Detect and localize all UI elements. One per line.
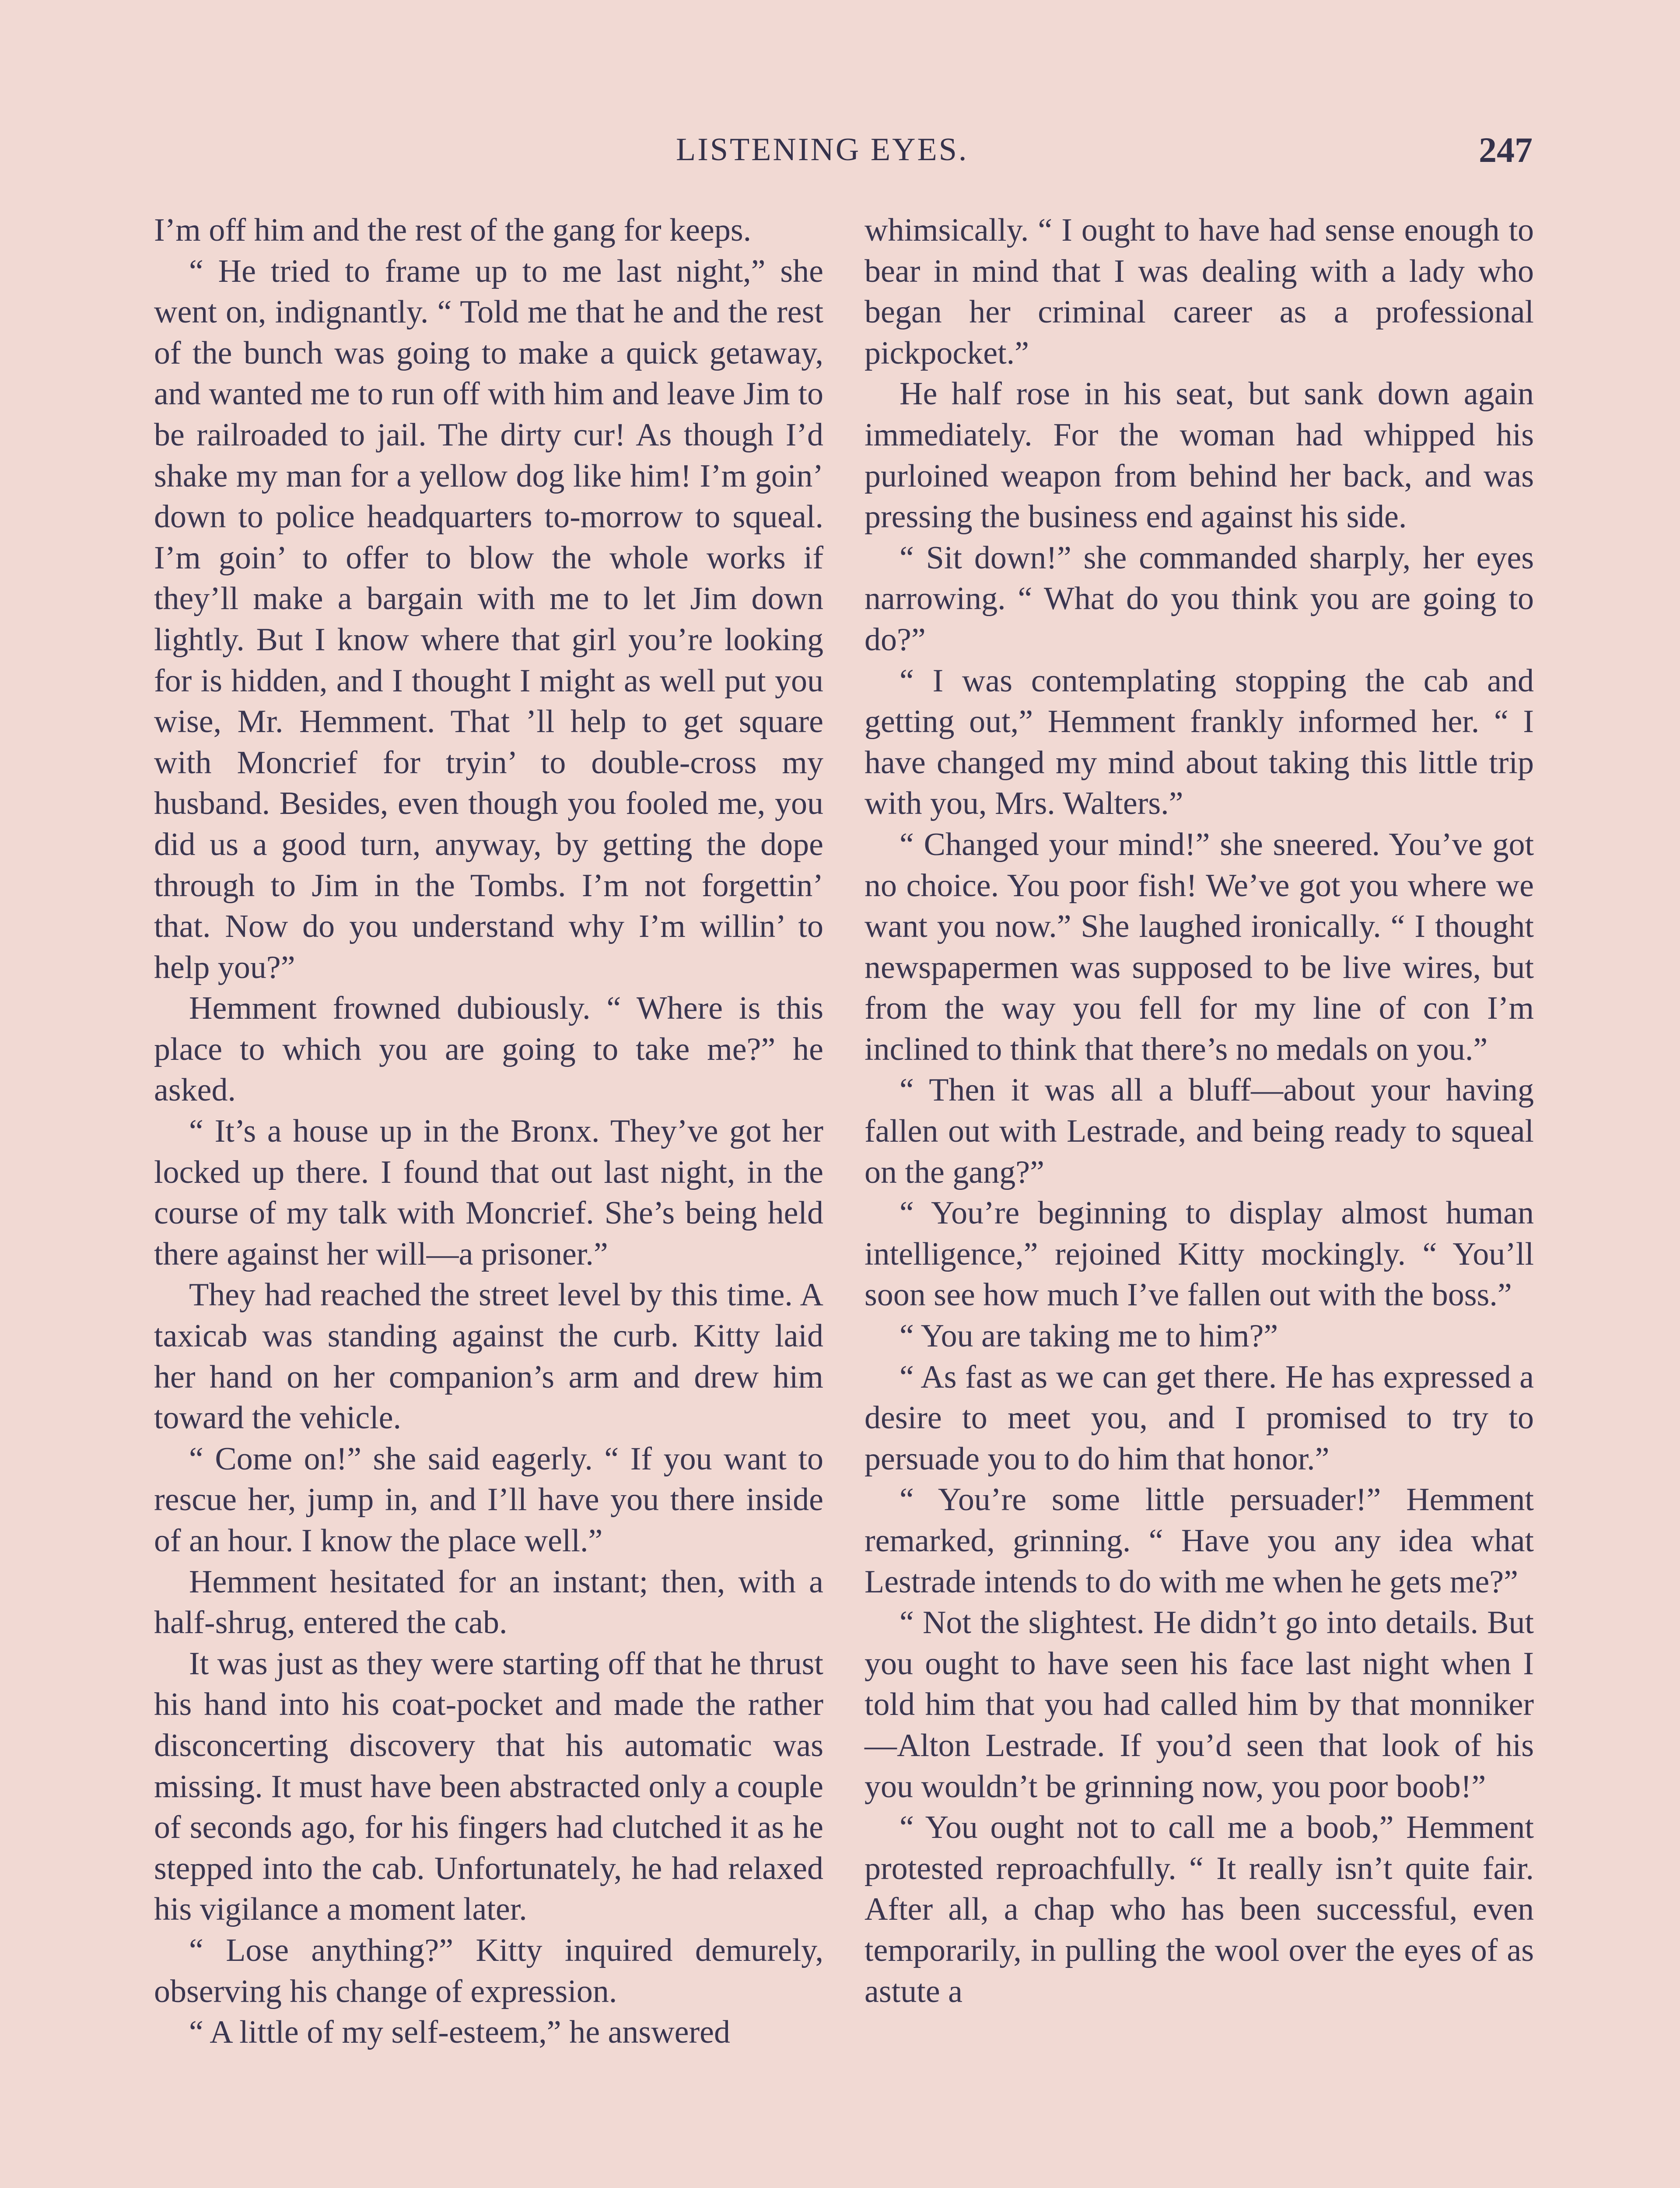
paragraph: I’m off him and the rest of the gang for keeps.	[154, 212, 752, 248]
paragraph: He half rose in his seat, but sank down again immediately. For the woman had whipped his purloined weapon from behind her back, and was pressing the business end against his side.	[864, 376, 1534, 535]
paragraph: “ You are taking me to him?”	[900, 1318, 1278, 1354]
paragraph: “ Sit down!” she commanded sharply, her eyes narrowing. “ What do you think you are going to do?”	[864, 540, 1534, 658]
running-title: LISTENING EYES.	[676, 132, 969, 168]
paragraph: “ Come on!” she said eagerly. “ If you want to rescue her, jump in, and I’ll have you there inside of an hour. I know the place well.”	[154, 1441, 823, 1559]
page-number: 247	[1479, 130, 1533, 170]
paragraph: “ He tried to frame up to me last night,” she went on, indignantly. “ Told me that he and the rest of the bunch was going to make a quick getaway, and wanted me to run off with him and leave Jim to be railroaded to jail. The dirty cur! As though I’d shake my man for a yellow dog like him! I’m goin’ down to police headquarters to-morrow to squeal. I’m goin’ to offer to blow the whole works if they’ll make a bargain with me to let Jim down lightly. But I know where that girl you’re looking for is hidden, and I thought I might as well put you wise, Mr. Hemment. That ’ll help to get square with Moncrief for tryin’ to double-cross my husband. Besides, even though you fooled me, you did us a good turn, anyway, by getting the dope through to Jim in the Tombs. I’m not forgettin’ that. Now do you understand why I’m willin’ to help you?”	[154, 253, 823, 985]
page-header	[0, 131, 1680, 179]
paragraph: It was just as they were starting off that he thrust his hand into his coat-pocket and made the rather disconcerting discovery that his automatic was missing. It must have been abstracted only a couple of seconds ago, for his fingers had clutched it as he stepped into the cab. Unfortunately, he had relaxed his vigilance a moment later.	[154, 1645, 823, 1928]
paragraph: Hemment frowned dubiously. “ Where is this place to which you are going to take me?” he asked.	[154, 990, 823, 1108]
paragraph: “ Not the slightest. He didn’t go into details. But you ought to have seen his face last night when I told him that you had called him by that monniker—Alton Lestrade. If you’d seen that look of his you wouldn’t be grinning now, you poor boob!”	[864, 1605, 1534, 1805]
left-column	[154, 210, 823, 2053]
paragraph: whimsically. “ I ought to have had sense enough to bear in mind that I was dealing with a lady who began her criminal career as a professional pickpocket.”	[864, 212, 1534, 371]
paragraph: “ It’s a house up in the Bronx. They’ve got her locked up there. I found that out last night, in the course of my talk with Moncrief. She’s being held there against her will—a prisoner.”	[154, 1113, 823, 1272]
paragraph: “ Changed your mind!” she sneered. You’ve got no choice. You poor fish! We’ve got you where we want you now.” She laughed ironically. “ I thought newspapermen was supposed to be live wires, but from the way you fell for my line of con I’m inclined to think that there’s no medals on you.”	[864, 826, 1534, 1067]
paragraph: “ Lose anything?” Kitty inquired demurely, observing his change of expression.	[154, 1932, 823, 2009]
paragraph: “ You’re some little persuader!” Hemment remarked, grinning. “ Have you any idea what Lestrade intends to do with me when he gets me?”	[864, 1482, 1534, 1600]
paragraph: “ A little of my self-esteem,” he answered	[189, 2014, 731, 2051]
paragraph: “ I was contemplating stopping the cab and getting out,” Hemment frankly informed her. “ I have changed my mind about taking this little trip with you, Mrs. Walters.”	[864, 663, 1534, 822]
paragraph: “ You’re beginning to display almost human intelligence,” rejoined Kitty mockingly. “ You’ll soon see how much I’ve fallen out with the boss.”	[864, 1195, 1534, 1313]
paragraph: Hemment hesitated for an instant; then, with a half-shrug, entered the cab.	[154, 1564, 823, 1641]
paragraph: “ As fast as we can get there. He has expressed a desire to meet you, and I promised to try to persuade you to do him that honor.”	[864, 1359, 1534, 1477]
paragraph: “ You ought not to call me a boob,” Hemment protested reproachfully. “ It really isn’t quite fair. After all, a chap who has been successful, even temporarily, in pulling the wool over the eyes of as astute a	[864, 1809, 1534, 2009]
paragraph: They had reached the street level by this time. A taxicab was standing against the curb. Kitty laid her hand on her companion’s arm and drew him toward the vehicle.	[154, 1277, 823, 1436]
right-column	[864, 210, 1534, 2012]
paragraph: “ Then it was all a bluff—about your having fallen out with Lestrade, and being ready to squeal on the gang?”	[864, 1072, 1534, 1190]
